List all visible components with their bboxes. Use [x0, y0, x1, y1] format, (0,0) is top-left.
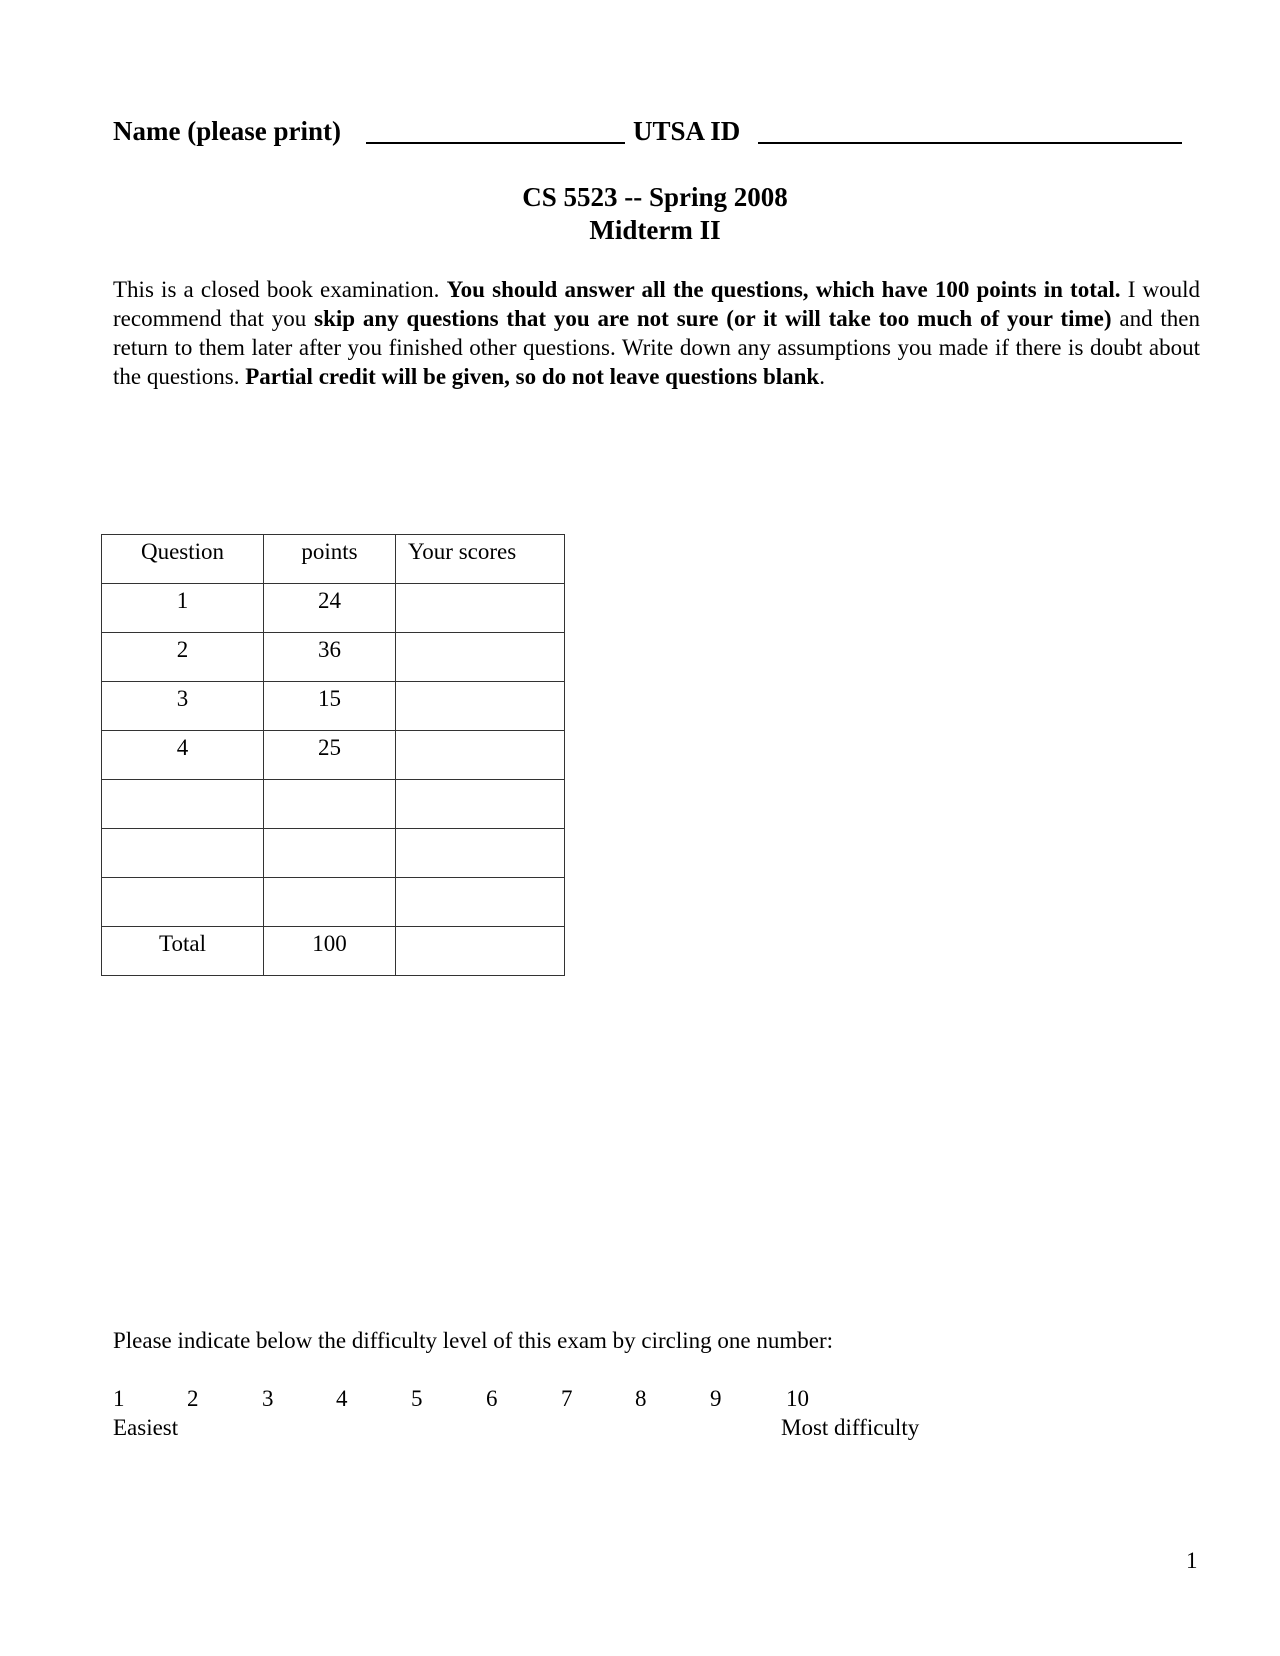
difficulty-option[interactable]: 1: [113, 1386, 125, 1411]
table-row: [102, 633, 565, 682]
question-cell: [102, 878, 264, 927]
difficulty-option[interactable]: 8: [635, 1386, 647, 1411]
id-field[interactable]: [758, 142, 1182, 144]
points-cell: 36: [264, 633, 396, 682]
difficulty-option[interactable]: 7: [561, 1386, 573, 1411]
difficulty-prompt: Please indicate below the difficulty level of this exam by circling one number:: [113, 1328, 834, 1353]
instructions-part: Partial credit will be given, so do not leave questions blank: [245, 364, 820, 389]
question-cell: 3: [102, 682, 264, 731]
points-cell: [264, 829, 396, 878]
score-cell[interactable]: [396, 633, 565, 682]
score-cell[interactable]: [396, 829, 565, 878]
difficulty-option[interactable]: 6: [486, 1386, 498, 1411]
id-label: UTSA ID: [633, 116, 741, 146]
instructions-part: and then return to them later after you finished other questions. Write down any assumptions you made if there is doubt about the questions.: [113, 306, 1201, 389]
instructions-part: I would recommend that you: [113, 277, 1201, 331]
score-cell[interactable]: [396, 878, 565, 927]
header-cell: points: [264, 535, 396, 584]
exam-title: Midterm II: [589, 215, 721, 245]
question-cell: 1: [102, 584, 264, 633]
table-row: [102, 584, 565, 633]
question-cell: 2: [102, 633, 264, 682]
difficulty-option[interactable]: 3: [262, 1386, 274, 1411]
points-cell: [264, 878, 396, 927]
total-label-cell: Total: [102, 927, 264, 976]
table-row: [102, 731, 565, 780]
total-points-cell: 100: [264, 927, 396, 976]
table-header-row: [102, 535, 565, 584]
name-label: Name (please print): [113, 116, 341, 146]
difficulty-high-label: Most difficulty: [781, 1415, 920, 1440]
header-cell: Your scores: [396, 535, 565, 584]
page-number: 1: [1186, 1548, 1198, 1573]
instructions-part: This is a closed book examination.: [113, 277, 440, 302]
score-table: [101, 534, 565, 976]
instructions-part: You should answer all the questions, which have 100 points in total.: [446, 277, 1121, 302]
total-score-cell[interactable]: [396, 927, 565, 976]
points-cell: [264, 780, 396, 829]
score-cell[interactable]: [396, 731, 565, 780]
points-cell: 25: [264, 731, 396, 780]
score-cell[interactable]: [396, 584, 565, 633]
difficulty-option[interactable]: 9: [710, 1386, 722, 1411]
table-row: [102, 780, 565, 829]
table-row: [102, 878, 565, 927]
score-cell[interactable]: [396, 780, 565, 829]
instructions-part: skip any questions that you are not sure (or it will take too much of your time): [314, 306, 1112, 331]
difficulty-option[interactable]: 10: [786, 1386, 809, 1411]
points-cell: 15: [264, 682, 396, 731]
difficulty-option[interactable]: 4: [336, 1386, 348, 1411]
question-cell: [102, 829, 264, 878]
question-cell: [102, 780, 264, 829]
instructions: [113, 275, 1200, 391]
course-title: CS 5523 -- Spring 2008: [522, 182, 788, 212]
table-total-row: [102, 927, 565, 976]
name-field[interactable]: [366, 142, 625, 144]
table-row: [102, 829, 565, 878]
instructions-part: .: [819, 364, 825, 389]
table-row: [102, 682, 565, 731]
difficulty-option[interactable]: 2: [187, 1386, 199, 1411]
header-cell: Question: [102, 535, 264, 584]
difficulty-option[interactable]: 5: [411, 1386, 423, 1411]
points-cell: 24: [264, 584, 396, 633]
score-cell[interactable]: [396, 682, 565, 731]
question-cell: 4: [102, 731, 264, 780]
difficulty-low-label: Easiest: [113, 1415, 179, 1440]
